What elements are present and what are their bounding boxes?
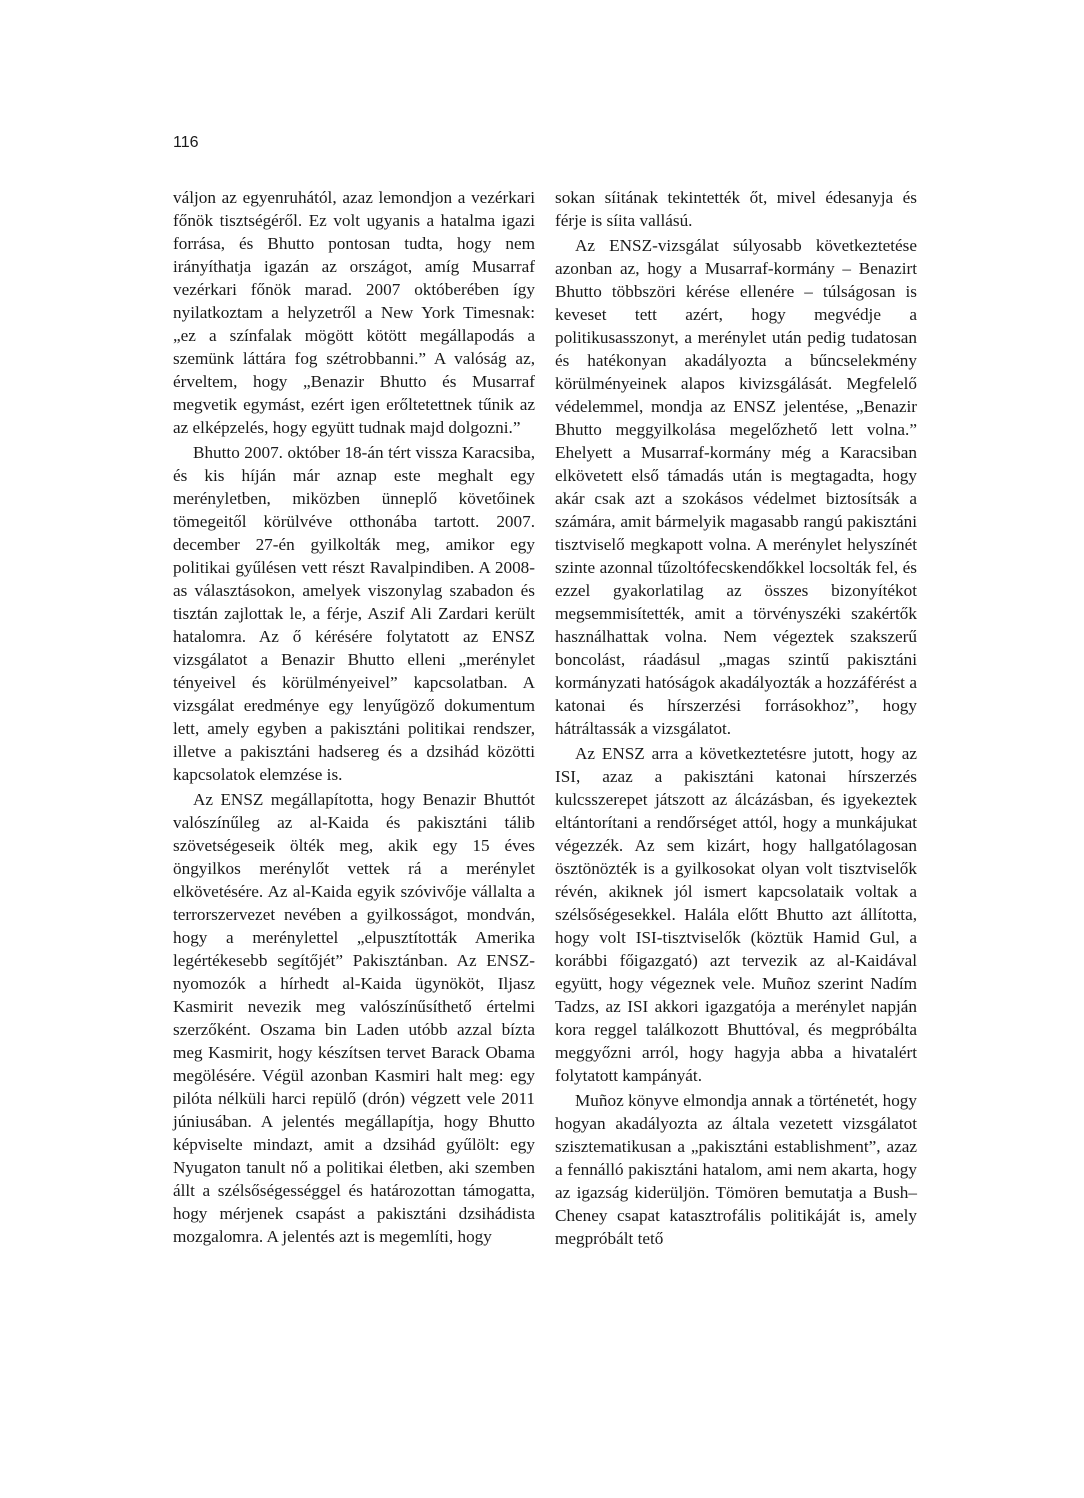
paragraph: váljon az egyenruhától, azaz lemondjon a vezérkari főnök tisztségéről. Ez volt ugyanis a hatalma igazi forrása, és Bhutto pontosan tudta, hogy nem irányíthatja igazán az országot, amíg Musarraf vezérkari főnök marad. 2007 októberében így nyilatkoztam a helyzetről a New York Timesnak: „ez a színfalak mögött kötött megállapodás a szemünk láttára fog szétrobbanni.” A valóság az, érveltem, hogy „Benazir Bhutto és Musarraf megvetik egymást, ezért igen erőltetettnek tűnik az az elképzelés, hogy együtt tudnak majd dolgozni.” bbox=[173, 188, 535, 437]
paragraph: Muñoz könyve elmondja annak a történetét, hogy hogyan akadályozta az általa vezetett vizsgálatot szisztematikusan a „pakisztáni establishment”, azaz a fennálló pakisztáni hatalom, ami nem akarta, hogy az igazság kiderüljön. Tömören bemutatja a Bush–Cheney csapat katasztrofális politikáját is, amely megpróbált tető bbox=[555, 1091, 917, 1248]
paragraph: Az ENSZ megállapította, hogy Benazir Bhuttót valószínűleg az al-Kaida és pakisztáni tálib szövetségeseik ölték meg, akik egy 15 éves öngyilkos merénylőt vettek rá a merénylet elkövetésére. Az al-Kaida egyik szóvivője vállalta a terrorszervezet nevében a gyilkosságot, mondván, hogy a merénylettel „elpusztították Amerika legértékesebb segítőjét” Pakisztánban. Az ENSZ-nyomozók a hírhedt al-Kaida ügynököt, Iljasz Kasmirit nevezik meg valószínűsíthető értelmi szerzőként. Oszama bin Laden utóbb azzal bízta meg Kasmirit, hogy készítsen tervet Barack Obama megölésére. Végül azonban Kasmiri halt meg: egy pilóta nélküli harci repülő (drón) végzett vele 2011 júniusában. A jelentés megállapítja, hogy Bhutto képviselte mindazt, amit a dzsihád gyűlölt: egy Nyugaton tanult nő a politikai életben, aki szemben állt a szélsőségességgel és határozottan támogatta, hogy mérjenek csapást a pakisztáni dzsihádista mozgalomra. A jelentés azt is megemlíti, hogy bbox=[173, 790, 535, 1246]
paragraph: sokan síitának tekintették őt, mivel édesanyja és férje is síita vallású. bbox=[555, 188, 917, 230]
paragraph: Az ENSZ-vizsgálat súlyosabb következtetése azonban az, hogy a Musarraf-kormány – Benazirt Bhutto többszöri kérése ellenére – túlságosan is keveset tett azért, hogy megvédje a politikusasszonyt, a merénylet után pedig tudatosan és hatékonyan akadályozta a bűncselekmény körülményeinek alapos kivizsgálását. Megfelelő védelemmel, mondja az ENSZ jelentése, „Benazir Bhutto meggyilkolása megelőzhető lett volna.” Ehelyett a Musarraf-kormány még a Karacsiban elkövetett első támadás után is megtagadta, hogy akár csak azt a szokásos védelmet biztosítsák a számára, amit bármelyik magasabb rangú pakisztáni tisztviselő megkapott volna. A merénylet helyszínét szinte azonnal tűzoltófecskendőkkel locsolták fel, és ezzel gyakorlatilag az összes bizonyítékot megsemmisítették, amit a törvényszéki szakértők használhattak volna. Nem végeztek szakszerű boncolást, ráadásul „magas szintű pakisztáni kormányzati hatóságok akadályozták a hozzáférést a katonai és hírszerzési forrásokhoz”, hogy hátráltassák a vizsgálatot. bbox=[555, 236, 917, 738]
paragraph: Az ENSZ arra a következtetésre jutott, hogy az ISI, azaz a pakisztáni katonai hírszerzés kulcsszerepet játszott az álcázásban, és igyekeztek eltántorítani a rendőrséget attól, hogy a munkájukat végezzék. Az sem kizárt, hogy hallgatólagosan ösztönözték is a gyilkosokat olyan volt tisztviselők révén, akiknek jól ismert kapcsolataik voltak a szélsőségesekkel. Halála előtt Bhutto azt állította, hogy volt ISI-tisztviselők (köztük Hamid Gul, a korábbi főigazgató) azt tervezik az al-Kaidával együtt, hogy végeznek vele. Muñoz szerint Nadím Tadzs, az ISI akkori igazgatója a merénylet napján kora reggel találkozott Bhuttóval, és megpróbálta meggyőzni arról, hogy hagyja abba a hivatalért folytatott kampányát. bbox=[555, 744, 917, 1085]
page-number: 116 bbox=[173, 134, 199, 151]
paragraph: Bhutto 2007. október 18-án tért vissza Karacsiba, és kis híján már aznap este meghalt egy merényletben, miközben ünneplő követőinek tömegeitől körülvéve otthonába tartott. 2007. december 27-én gyilkolták meg, amikor egy politikai gyűlésen vett részt Ravalpindiben. A 2008-as választásokon, amelyek viszonylag szabadon és tisztán zajlottak le, a férje, Aszif Ali Zardari került hatalomra. Az ő kérésére folytatott az ENSZ vizsgálatot a Benazir Bhutto elleni „merénylet tényeivel és körülményeivel” kapcsolatban. A vizsgálat eredménye egy lenyűgöző dokumentum lett, amely egyben a pakisztáni politikai rendszer, illetve a pakisztáni hadsereg és a dzsihád közötti kapcsolatok elemzése is. bbox=[173, 443, 535, 784]
left-column bbox=[173, 186, 535, 1248]
right-column bbox=[555, 186, 917, 1250]
